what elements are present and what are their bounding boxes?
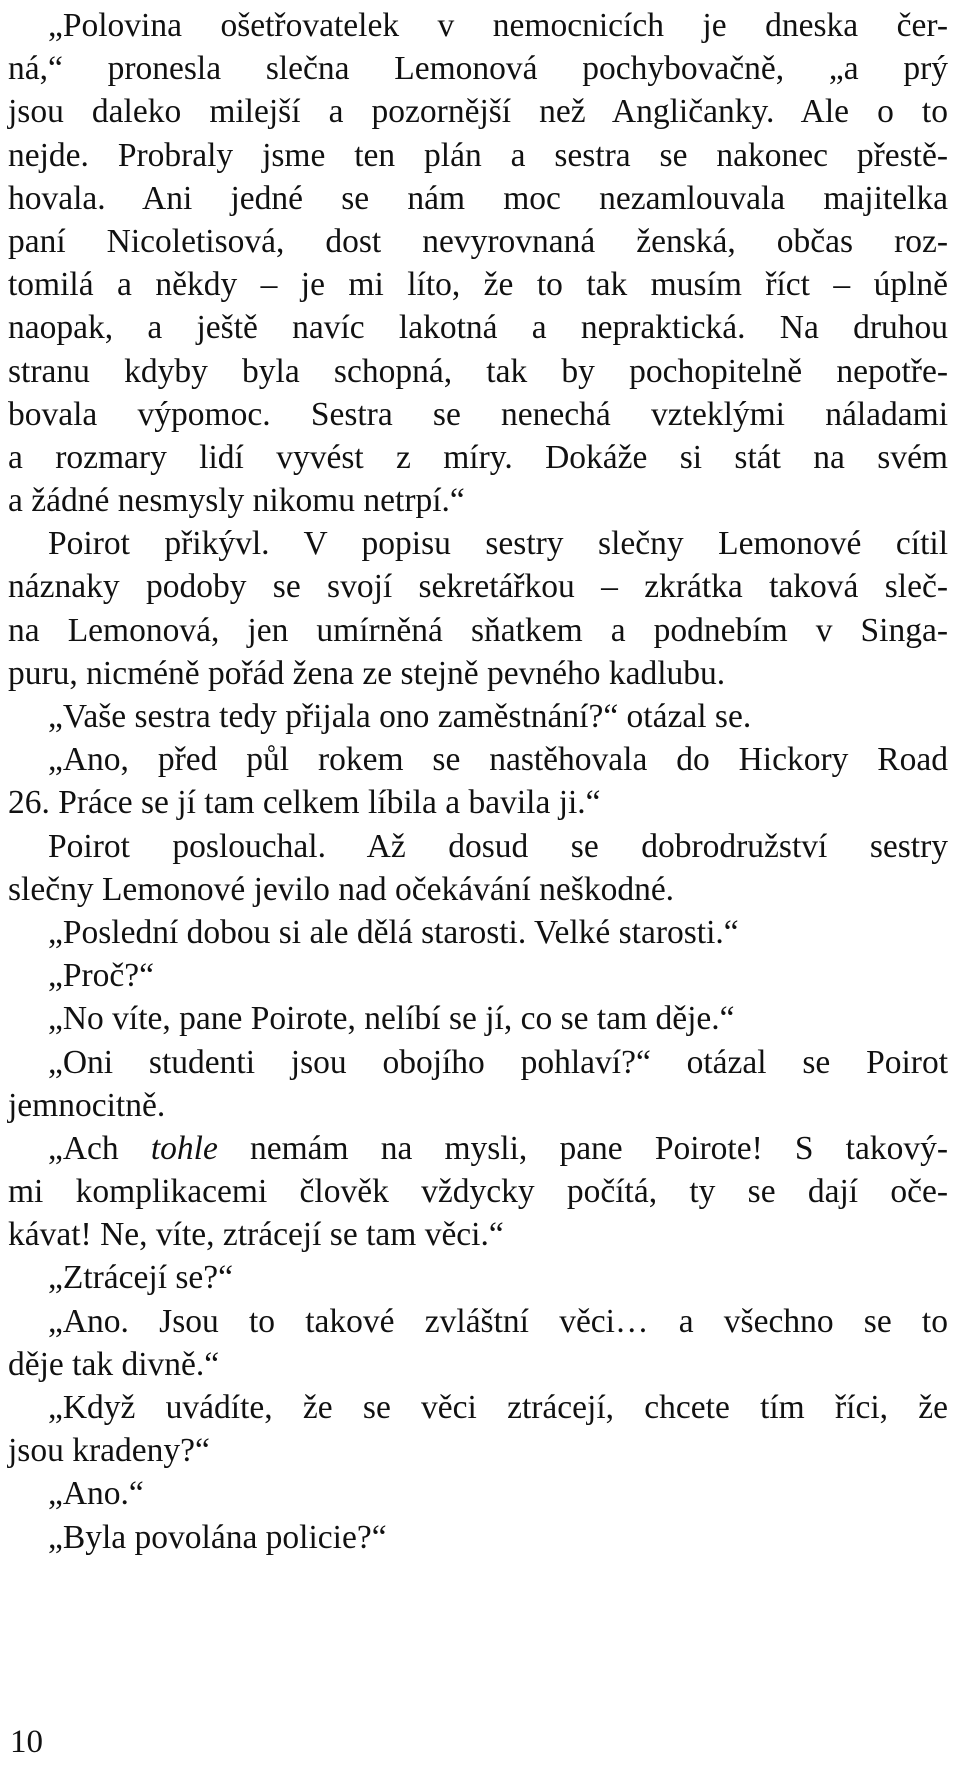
text-line: tomilá a někdy – je mi líto, že to tak musím říct – úplně [8,266,948,304]
document-body [8,4,948,1559]
text-line: „Ano. Jsou to takové zvláštní věci… a všechno se to [48,1302,948,1340]
text-line: slečny Lemonové jevilo nad očekávání neškodné. [8,870,675,908]
text-line: „Ztrácejí se?“ [48,1259,234,1297]
text-line: „Ano, před půl rokem se nastěhovala do Hickory Road [48,741,948,779]
text-line: Poirot přikývl. V popisu sestry slečny Lemonové cítil [48,525,948,563]
text-line: paní Nicoletisová, dost nevyrovnaná ženská, občas roz- [8,222,948,260]
text-segment: nemám na mysli, pane Poirote! S takový- [217,1129,948,1167]
text-line: náznaky podoby se svojí sekretářkou – zkrátka taková sleč- [8,568,948,606]
text-line: 26. Práce se jí tam celkem líbila a bavila ji.“ [8,784,601,822]
text-line: „Vaše sestra tedy přijala ono zaměstnání?“ otázal se. [48,698,752,735]
text-line: nejde. Probraly jsme ten plán a sestra se nakonec přestě- [8,136,948,174]
text-line: puru, nicméně pořád žena ze stejně pevného kadlubu. [8,654,726,692]
text-line: Poirot poslouchal. Až dosud se dobrodružství sestry [48,827,948,865]
text-line: jsou kradeny?“ [8,1432,210,1470]
text-line: naopak, a ještě navíc lakotná a nepraktická. Na druhou [8,309,948,347]
italic-word: tohle [150,1129,218,1167]
page-number: 10 [10,1724,43,1760]
text-line: „Poslední dobou si ale dělá starosti. Velké starosti.“ [48,913,739,951]
text-line: stranu kdyby byla schopná, tak by pochopitelně nepotře- [8,352,948,390]
text-line: a žádné nesmysly nikomu netrpí.“ [8,482,465,520]
text-line: a rozmary lidí vyvést z míry. Dokáže si stát na svém [8,438,948,476]
text-line-mixed [8,1127,948,1170]
text-line: „Polovina ošetřovatelek v nemocnicích je dneska čer- [48,7,948,44]
text-line: hovala. Ani jedné se nám moc nezamlouvala majitelka [8,179,948,217]
text-line: „Ano.“ [48,1475,144,1513]
text-line: mi komplikacemi člověk vždycky počítá, ty se dají oče- [8,1173,948,1211]
text-line: kávat! Ne, víte, ztrácejí se tam věci.“ [8,1216,504,1254]
text-segment: „Ach [48,1129,151,1167]
text-line: „No víte, pane Poirote, nelíbí se jí, co se tam děje.“ [48,1000,735,1038]
text-line: ná,“ pronesla slečna Lemonová pochybovačně, „a prý [8,50,948,88]
text-line: „Oni studenti jsou obojího pohlaví?“ otázal se Poirot [48,1043,948,1081]
text-line: „Byla povolána policie?“ [48,1518,387,1556]
text-line: bovala výpomoc. Sestra se nenechá vzteklými náladami [8,395,948,433]
text-line: „Když uvádíte, že se věci ztrácejí, chcete tím říci, že [48,1389,948,1426]
text-line: na Lemonová, jen umírněná sňatkem a podnebím v Singa- [8,611,948,649]
text-line: jsou daleko milejší a pozornější než Angličanky. Ale o to [8,93,948,131]
text-line: „Proč?“ [48,957,155,995]
text-line: jemnocitně. [8,1086,166,1124]
text-line: děje tak divně.“ [8,1345,220,1383]
